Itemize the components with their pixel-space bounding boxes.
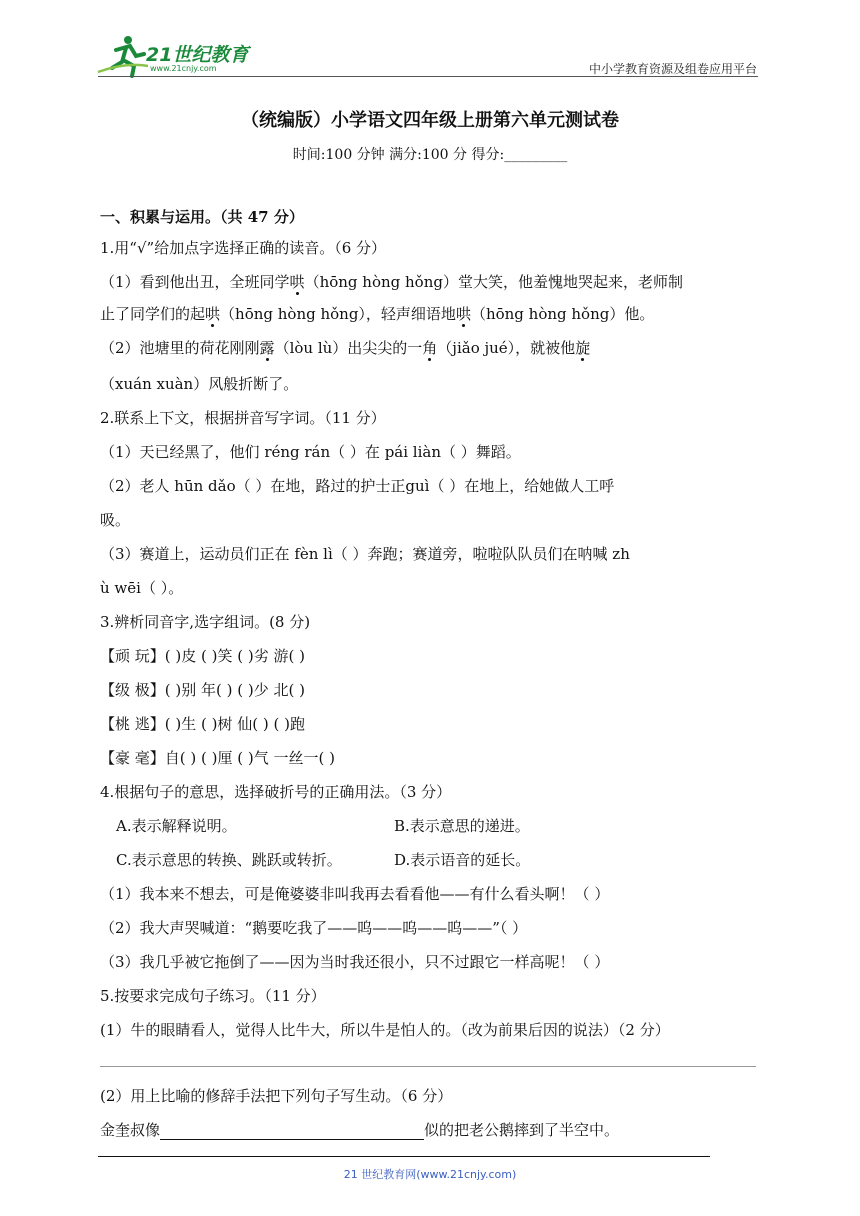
question-1-line-3: [100, 338, 590, 358]
option-c: C.表示意思的转换、跳跃或转折。: [116, 851, 342, 869]
text: （hōng hòng hǒng）堂大笑，他羞愧地哭起来，老师制: [304, 273, 683, 291]
text: （hōng hòng hǒng）他。: [470, 305, 655, 323]
dotted-char: 哄: [205, 305, 221, 323]
question-4-stem: 4.根据句子的意思，选择破折号的正确用法。（3 分）: [100, 783, 452, 801]
text: （1）看到他出丑，全班同学: [100, 273, 290, 291]
question-1-line-4: （xuán xuàn）风般折断了。: [100, 375, 299, 393]
text: （lòu lù）出尖尖的一: [274, 339, 423, 357]
text: 似的把老公鹅摔到了半空中。: [424, 1121, 620, 1139]
question-2-line-4: （3）赛道上，运动员们正在 fèn lì（ ）奔跑；赛道旁，啦啦队队员们在呐喊 zh: [100, 545, 630, 563]
question-5-part-2: (2）用上比喻的修辞手法把下列句子写生动。（6 分）: [100, 1087, 453, 1105]
logo-url: www.21cnjy.com: [150, 64, 217, 73]
question-5-part-1: (1）牛的眼睛看人，觉得人比牛大，所以牛是怕人的。（改为前果后因的说法）（2 分）: [100, 1021, 670, 1039]
question-1-line-1: [100, 272, 683, 292]
dotted-char: 哄: [289, 273, 305, 291]
option-d: D.表示语音的延长。: [394, 851, 531, 869]
question-5-stem: 5.按要求完成句子练习。（11 分）: [100, 987, 326, 1005]
question-3-stem: 3.辨析同音字,选字组词。(8 分): [100, 613, 311, 631]
option-b: B.表示意思的递进。: [394, 817, 530, 835]
section-heading: 一、积累与运用。（共 47 分）: [100, 208, 304, 226]
platform-name: 中小学教育资源及组卷应用平台: [588, 62, 757, 76]
dotted-char: 旋: [575, 339, 591, 357]
footer-link[interactable]: 21 世纪教育网(www.21cnjy.com): [343, 1168, 517, 1181]
text: （2）池塘里的荷花刚刚: [100, 339, 260, 357]
question-3-row-3: 【桃 逃】( )生 ( )树 仙( ) ( )跑: [100, 715, 305, 733]
question-4-sentence-1: （1）我本来不想去，可是俺婆婆非叫我再去看看他——有什么看头啊！（ ）: [100, 885, 610, 903]
answer-blank[interactable]: [160, 1123, 424, 1140]
exam-meta: 时间:100 分钟 满分:100 分 得分:_________: [292, 147, 568, 163]
text: （hōng hòng hǒng），轻声细语地: [220, 305, 456, 323]
dotted-char: 露: [259, 339, 275, 357]
question-5-part-3: [100, 1120, 619, 1140]
footer-divider: [98, 1156, 710, 1157]
question-2-line-3: 吸。: [100, 511, 131, 529]
question-4-sentence-2: （2）我大声哭喊道：“鹅要吃我了——呜——呜——呜——”（ ）: [100, 919, 528, 937]
question-3-row-1: 【顽 玩】( )皮 ( )笑 ( )劣 游( ): [100, 647, 305, 665]
question-1-stem: 1.用“√”给加点字选择正确的读音。（6 分）: [100, 239, 387, 257]
question-3-row-4: 【豪 毫】自( ) ( )厘 ( )气 一丝一( ): [100, 749, 335, 767]
question-3-row-2: 【级 极】( )别 年( ) ( )少 北( ): [100, 681, 305, 699]
logo-text: 21世纪教育: [146, 44, 249, 66]
dotted-char: 角: [422, 339, 438, 357]
answer-line[interactable]: [100, 1066, 756, 1067]
header-divider: [98, 76, 758, 77]
page-title: （统编版）小学语文四年级上册第六单元测试卷: [241, 110, 619, 131]
dotted-char: 哄: [455, 305, 471, 323]
text: （jiǎo jué），就被他: [437, 339, 576, 357]
question-1-line-2: [100, 304, 654, 324]
option-a: A.表示解释说明。: [116, 817, 237, 835]
question-2-stem: 2.联系上下文，根据拼音写字词。（11 分）: [100, 409, 386, 427]
text: 金奎叔像: [100, 1121, 161, 1139]
question-4-sentence-3: （3）我几乎被它拖倒了——因为当时我还很小，只不过跟它一样高呢！（ ）: [100, 953, 610, 971]
question-2-line-1: （1）天已经黑了，他们 réng rán（ ）在 pái liàn（ ）舞蹈。: [100, 443, 521, 461]
text: 止了同学们的起: [100, 305, 206, 323]
question-2-line-5: ù wēi（ ）。: [100, 579, 184, 597]
question-2-line-2: （2）老人 hūn dǎo（ ）在地，路过的护士正guì（ ）在地上，给她做人工呼: [100, 477, 615, 495]
